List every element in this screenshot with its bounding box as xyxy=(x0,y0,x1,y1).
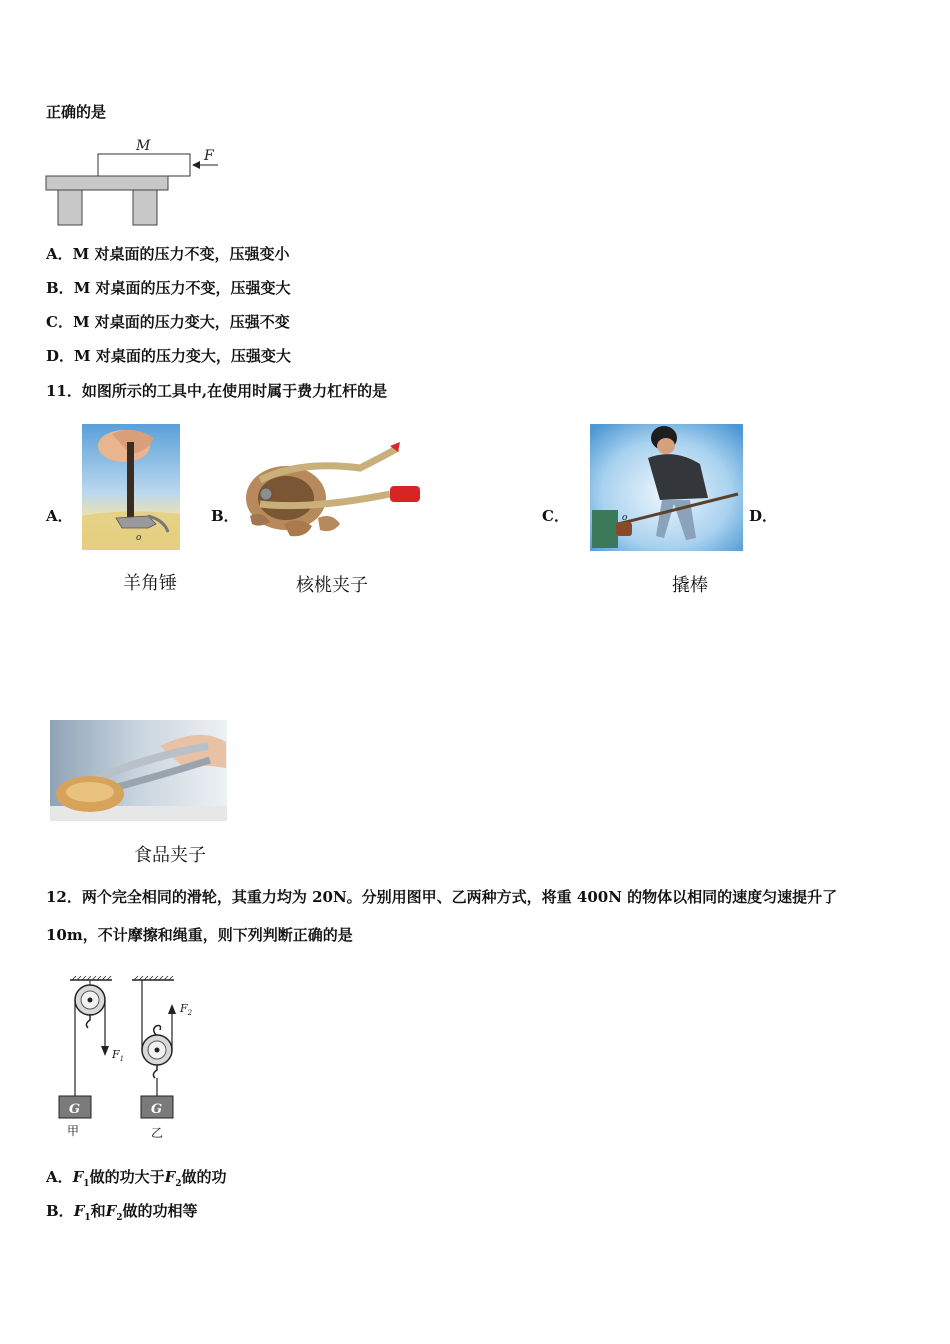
label-yi: 乙 xyxy=(151,1126,164,1140)
q10-option-a[interactable]: A．M 对桌面的压力不变，压强变小 xyxy=(46,245,290,263)
crowbar-image[interactable] xyxy=(590,424,743,551)
claw-hammer-image[interactable] xyxy=(82,424,180,550)
q10-option-d[interactable]: D．M 对桌面的压力变大，压强变大 xyxy=(46,347,291,365)
svg-text:F1: $F_1$ xyxy=(112,1048,125,1063)
q10-table-diagram xyxy=(44,134,224,229)
q10-stem: 正确的是 xyxy=(46,103,107,121)
label-f1: F xyxy=(112,1048,120,1061)
label-g-a: G xyxy=(69,1102,81,1117)
caption-food-tongs: 食品夹子 xyxy=(134,845,206,866)
pivot-o-a: o xyxy=(136,533,142,543)
q11-letter-a[interactable]: A． xyxy=(46,507,73,525)
q12-stem-line1: 12．两个完全相同的滑轮，其重力均为 20N。分别用图甲、乙两种方式，将重 400N 的物体以相同的速度匀速提升了 xyxy=(46,888,838,906)
caption-claw-hammer: 羊角锤 xyxy=(123,573,177,594)
label-jia: 甲 xyxy=(67,1124,80,1138)
q11-letter-b[interactable]: B． xyxy=(211,507,239,525)
caption-crowbar: 撬棒 xyxy=(672,575,708,596)
caption-nutcracker: 核桃夹子 xyxy=(296,575,368,596)
q12-stem-line2: 10m，不计摩擦和绳重，则下列判断正确的是 xyxy=(46,926,353,944)
q11-stem: 11．如图所示的工具中,在使用时属于费力杠杆的是 xyxy=(46,382,388,400)
q10-option-b[interactable]: B．M 对桌面的压力不变，压强变大 xyxy=(46,279,291,297)
label-m: M xyxy=(136,138,151,154)
food-tongs-image[interactable] xyxy=(50,720,227,821)
label-f: F xyxy=(204,148,214,164)
q11-letter-c[interactable]: C． xyxy=(542,507,569,525)
label-g-b: G xyxy=(151,1102,163,1117)
q10-option-c[interactable]: C．M 对桌面的压力变大，压强不变 xyxy=(46,313,290,331)
q11-letter-d[interactable]: D． xyxy=(749,507,778,525)
pulley-diagram xyxy=(46,970,216,1145)
svg-text:F2: $F_2$ xyxy=(180,1002,193,1017)
nutcracker-image[interactable] xyxy=(240,440,425,550)
q12-option-b[interactable]: B．$F_1$和$F_2$做的功相等 xyxy=(46,1202,198,1223)
pivot-o-c: o xyxy=(622,513,628,523)
q12-option-a[interactable]: A．$F_1$做的功大于$F_2$做的功 xyxy=(46,1168,227,1189)
label-f2: F xyxy=(180,1002,188,1015)
